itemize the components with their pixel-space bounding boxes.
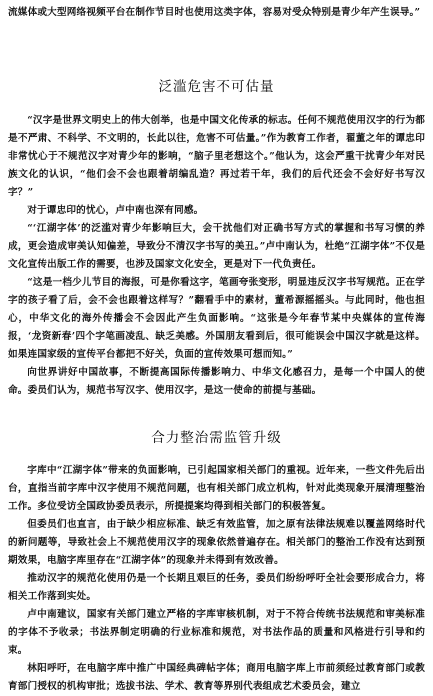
paragraph: 字库中“江湖字体”带来的负面影响，已引起国家相关部门的重视。近年来，一些文件先后出台，直指当前字库中汉字使用不规范问题，也有相关部门成立机构，针对此类现象开展清理整治工作。多位受访全国政协委员表示，所提提案均得到相关部门的积极答复。 <box>8 465 425 512</box>
paragraph: “这是一档少儿节目的海报，可是你看这字，笔画夸张变形，明显违反汉字书写规范。正在学字的孩子看了后，会不会也跟着这样写？”翻看手中的素材，董希源摇摇头。与此同时，他也担心，中华文化的海外传播会不会因此产生负面影响。“这张是今年春节某中央媒体的宣传海报，‘龙资新春’四个字笔画凌乱、缺乏美感。外国朋友看到后，很可能误会中国汉字就是这样。如果连国家级的宣传平台都把不好关，负面的宣传效果可想而知。” <box>8 277 425 360</box>
paragraph: “汉字是世界文明史上的伟大创举，也是中国文化传承的标志。任何不规范使用汉字的行为都是不严肃、不科学、不文明的，长此以往，危害不可估量。”作为教育工作者，翟董之年的谭忠印非常忧心于不规范汉字对青少年的影响，“脑子里老想这个。”他认为，这会严重干扰青少年对民族文化的认识，“他们会不会也跟着胡编乱造？再过若干年，我们的后代还会不会好好书写汉字？” <box>8 115 425 198</box>
section-heading-1: 泛滥危害不可估量 <box>158 79 275 95</box>
section-body-2 <box>8 462 425 696</box>
paragraph: 向世界讲好中国故事，不断提高国际传播影响力、中华文化感召力，是每一个中国人的使命。委员们认为，规范书写汉字、使用汉字，是这一使命的前提与基础。 <box>8 367 425 396</box>
intro-paragraph: 流媒体或大型网络视频平台在制作节目时也使用这类字体，容易对受众特别是青少年产生误导。” <box>8 7 421 18</box>
paragraph: 林阳呼吁，在电脑字库中推广中国经典碑帖字体；商用电脑字库上市前须经过教育部门或教育部门授权的机构审批；选拔书法、学术、教育等界别代表组成艺术委员会，建立 <box>8 663 425 692</box>
paragraph: 对于谭忠印的忧心，卢中南也深有同感。 <box>27 205 204 216</box>
paragraph: “‘江湖字体’的泛滥对青少年影响巨大，会干扰他们对正确书写方式的掌握和书写习惯的养成，更会造成审美认知偏差，导致分不清汉字书写的美丑。”卢中南认为，杜绝“江湖字体”不仅是文化宣传出版工作的需要，也涉及国家文化安全，更是对下一代负责任。 <box>8 223 425 270</box>
paragraph: 卢中南建议，国家有关部门建立严格的字库审核机制，对于不符合传统书法规范和审美标准的字体不予收录；书法界制定明确的行业标准和规范，对书法作品的质量和风格进行引导和约束。 <box>8 609 425 656</box>
paragraph: 推动汉字的规范化使用仍是一个长期且艰巨的任务，委员们纷纷呼吁全社会要形成合力，将相关工作落到实处。 <box>8 573 425 602</box>
section-body-1 <box>8 112 425 400</box>
section-heading-2: 合力整治需监管升级 <box>151 430 282 446</box>
paragraph: 但委员们也直言，由于缺少相应标准、缺乏有效监管，加之原有法律法规难以覆盖网络时代的新问题等，导致社会上不规范使用汉字的现象依然普遍存在。相关部门的整治工作没有达到预期效果，电脑字库里存在“江湖字体”的现象并未得到有效改善。 <box>8 519 425 566</box>
